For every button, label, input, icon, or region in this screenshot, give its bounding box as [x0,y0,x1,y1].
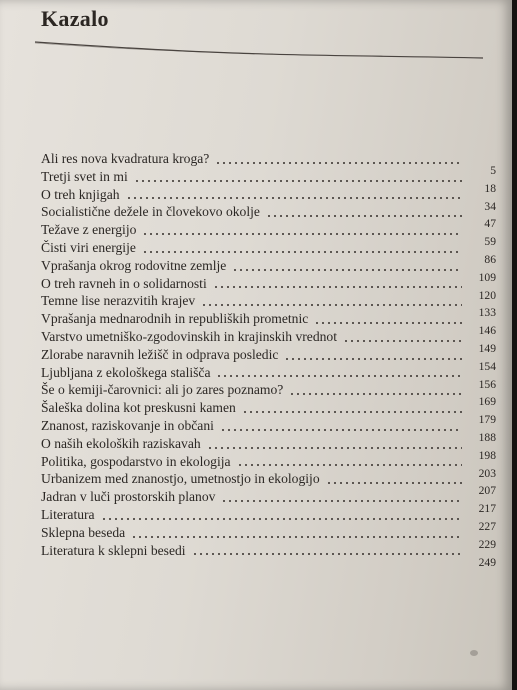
toc-entry-page: 120 [478,288,496,302]
toc-entry-page: 5 [490,164,496,177]
toc-entry-title: Zlorabe naravnih ležišč in odprava posledic [41,346,279,362]
toc-entry-title: Tretji svet in mi [41,168,128,184]
toc-entry-page: 156 [478,377,496,391]
toc-entry-title: Vprašanja mednarodnih in republiških prometnic [41,311,309,327]
leader-dots [201,304,462,306]
leader-dots [126,197,462,199]
toc-entry-page: 47 [484,217,496,231]
toc-entry-page: 229 [478,537,496,551]
leader-dots [142,251,462,253]
leader-dots [207,447,462,449]
leader-dots [215,162,462,164]
toc-entry-page: 133 [478,306,496,320]
toc-entry-page: 169 [478,395,496,409]
toc-entry-page: 109 [478,270,496,284]
toc-entry-title: Šaleška dolina kot preskusni kamen [41,400,236,416]
toc-entry-title: Ljubljana z ekološkega stališča [41,364,211,380]
leader-dots [237,464,462,466]
toc-entry-page: 198 [478,448,496,462]
toc-entry-title: Težave z energijo [41,222,137,238]
toc-entry-page: 179 [478,413,496,427]
leader-dots [326,482,462,484]
toc-entry-page: 203 [478,466,496,480]
leader-dots [232,269,462,271]
toc-entry-title: O treh knjigah [41,186,120,202]
paper-mark [470,650,478,656]
page-edge [512,0,517,690]
leader-dots [284,358,462,360]
leader-dots [216,375,462,377]
toc-entry-page: 188 [478,430,496,444]
toc-entry-title: Literatura [41,506,95,522]
leader-dots [314,322,462,324]
toc-entry-page: 86 [484,252,496,266]
page-title: Kazalo [41,6,109,31]
toc-entry-title: Varstvo umetniško-zgodovinskih in krajinskih vrednot [41,328,338,344]
toc-entry-title: Socialistične dežele in človekovo okolje [41,204,260,220]
toc-entry-page: 146 [478,324,496,338]
leader-dots [131,536,462,538]
leader-dots [142,233,462,235]
leader-dots [134,180,462,182]
toc-entry-title: Jadran v luči prostorskih planov [41,489,216,505]
toc-entry-title: Urbanizem med znanostjo, umetnostjo in ekologijo [41,471,320,487]
toc-entry-title: Politika, gospodarstvo in ekologija [41,453,231,469]
toc-entry-page: 217 [478,502,496,516]
leader-dots [220,429,462,431]
toc-entry-page: 249 [478,555,496,569]
leader-dots [289,393,462,395]
leader-dots [192,553,462,555]
title-underline [33,40,485,62]
toc-entry-title: Znanost, raziskovanje in občani [41,417,214,433]
toc-entry-page: 154 [478,359,496,373]
toc-entry-title: O treh ravneh in o solidarnosti [41,275,207,291]
leader-dots [266,215,462,217]
leader-dots [101,518,462,520]
toc-entry-page: 207 [478,484,496,498]
leader-dots [343,340,462,342]
toc-entry [41,542,496,569]
leader-dots [221,500,462,502]
toc-entry-title: Še o kemiji-čarovnici: ali jo zares poznamo? [41,382,284,398]
table-of-contents [41,150,496,569]
leader-dots [213,286,462,288]
toc-entry-page: 149 [478,341,496,355]
toc-entry-title: Čisti viri energije [41,239,136,255]
toc-entry-page: 59 [484,235,496,249]
toc-entry-title: Temne lise nerazvitih krajev [41,293,196,309]
toc-entry-page: 34 [484,199,496,213]
toc-entry-page: 18 [484,181,496,195]
toc-entry-title: Ali res nova kvadratura kroga? [41,151,210,166]
toc-entry-title: Literatura k sklepni besedi [41,542,186,558]
toc-entry-page: 227 [478,519,496,533]
toc-entry-title: Sklepna beseda [41,524,126,540]
toc-entry-title: Vprašanja okrog rodovitne zemlje [41,257,227,273]
leader-dots [242,411,462,413]
toc-entry-title: O naših ekoloških raziskavah [41,435,201,451]
